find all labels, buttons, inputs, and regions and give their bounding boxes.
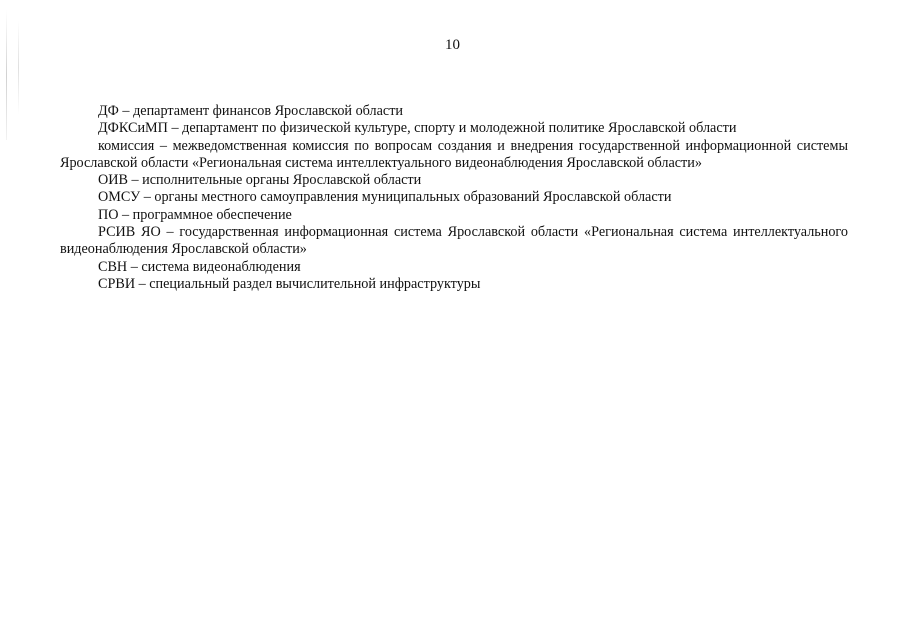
abbreviation-entry-srvi: СРВИ – специальный раздел вычислительной инфраструктуры [98,275,481,292]
abbreviation-entry-df: ДФ – департамент финансов Ярославской области [98,103,403,119]
abbreviation-entry-svn: СВН – система видеонаблюдения [98,258,301,275]
abbreviation-entry-oiv: ОИВ – исполнительные органы Ярославской области [98,172,422,189]
abbreviation-entry-omsu: ОМСУ – органы местного самоуправления муниципальных образований Ярославской области [98,189,672,206]
abbreviations-list [60,103,848,293]
abbreviation-entry-dfksimp: ДФКСиМП – департамент по физической культуре, спорту и молодежной политике Ярославской области [98,120,737,137]
scan-edge-artifact [18,20,19,115]
abbreviation-entry-komissiya: комиссия – межведомственная комиссия по вопросам создания и внедрения государственной информационной системы Ярославской области «Региональная система интеллектуального видеонаблюдения Ярославской области» [60,137,848,171]
page-number: 10 [445,37,460,53]
abbreviation-entry-rsiv-yao: РСИВ ЯО – государственная информационная система Ярославской области «Региональная система интеллектуального видеонаблюдения Ярославской области» [60,224,848,258]
abbreviation-entry-po: ПО – программное обеспечение [98,206,292,223]
scan-edge-artifact [6,10,7,140]
